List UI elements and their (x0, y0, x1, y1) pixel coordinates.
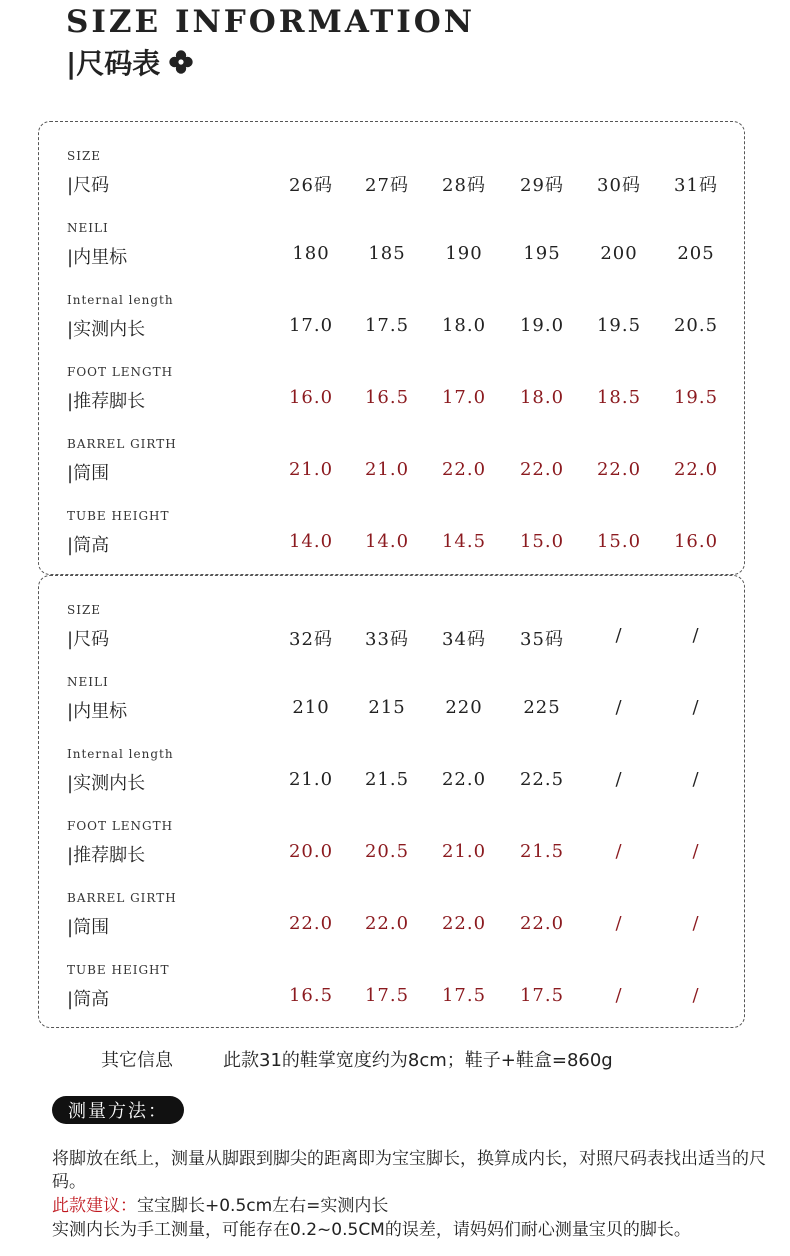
table-cell: 21.0 (441, 841, 487, 862)
table-cell: 17.5 (364, 315, 410, 336)
table-cell: / (692, 625, 700, 646)
table-cell: 22.5 (519, 769, 565, 790)
table-cell: / (692, 913, 700, 934)
row-label-cn: |实测内长 (67, 773, 146, 794)
table-cell: / (692, 985, 700, 1006)
table-cell: 14.5 (441, 531, 487, 552)
table-cell: 17.5 (519, 985, 565, 1006)
table-cell: 19.0 (519, 315, 565, 336)
table-cell: / (692, 697, 700, 718)
row-label-en: NEILI (67, 221, 109, 235)
table-cell: / (692, 769, 700, 790)
row-label-cn: |筒高 (67, 535, 110, 556)
table-cell: 22.0 (596, 459, 642, 480)
suggestion-label: 此款建议： (52, 1196, 137, 1216)
table-row (39, 819, 744, 891)
table-cell: / (615, 697, 623, 718)
table-cell: 22.0 (673, 459, 719, 480)
row-label-cn: |内里标 (67, 701, 128, 722)
other-info-text: 此款31的鞋掌宽度约为8cm；鞋子+鞋盒=860g (223, 1050, 613, 1071)
table-cell: 22.0 (288, 913, 334, 934)
row-label-cn: |尺码 (67, 629, 110, 650)
table-cell: 30码 (597, 175, 641, 196)
table-cell: 180 (292, 243, 330, 264)
measure-instruction: 将脚放在纸上，测量从脚跟到脚尖的距离即为宝宝脚长，换算成内长，对照尺码表找出适当的尺码。 (52, 1149, 766, 1192)
measure-method-pill: 测量方法： (52, 1096, 184, 1124)
table-cell: 21.0 (364, 459, 410, 480)
other-info-label: 其它信息 (101, 1050, 173, 1071)
table-row (39, 747, 744, 819)
table-cell: / (615, 913, 623, 934)
table-cell: 22.0 (364, 913, 410, 934)
table-cell: 21.5 (519, 841, 565, 862)
table-cell: 33码 (365, 629, 409, 650)
row-label-cn: |内里标 (67, 247, 128, 268)
table-row (39, 293, 744, 365)
row-label-en: TUBE HEIGHT (67, 963, 170, 977)
table-cell: / (692, 841, 700, 862)
table-cell: 22.0 (441, 769, 487, 790)
table-cell: 20.5 (673, 315, 719, 336)
table-cell: 34码 (442, 629, 486, 650)
row-label-cn: |筒围 (67, 463, 110, 484)
table-cell: 17.5 (364, 985, 410, 1006)
row-label-en: BARREL GIRTH (67, 437, 177, 451)
row-label-cn: |筒高 (67, 989, 110, 1010)
table-cell: / (615, 841, 623, 862)
table-cell: 21.0 (288, 459, 334, 480)
table-row (39, 891, 744, 963)
table-cell: 18.5 (596, 387, 642, 408)
table-cell: 18.0 (441, 315, 487, 336)
table-cell: 16.5 (364, 387, 410, 408)
table-row (39, 149, 744, 221)
table-cell: / (615, 769, 623, 790)
table-cell: 20.0 (288, 841, 334, 862)
row-label-en: NEILI (67, 675, 109, 689)
table-cell: 22.0 (441, 459, 487, 480)
table-cell: 22.0 (441, 913, 487, 934)
table-row (39, 221, 744, 293)
row-label-cn: |推荐脚长 (67, 391, 146, 412)
row-label-en: Internal length (67, 747, 174, 761)
table-cell: 17.0 (441, 387, 487, 408)
row-label-en: FOOT LENGTH (67, 365, 174, 379)
size-table-1 (38, 121, 745, 575)
measure-error-note: 实测内长为手工测量，可能存在0.2~0.5CM的误差，请妈妈们耐心测量宝贝的脚长。 (52, 1220, 691, 1240)
page-title-en: SIZE INFORMATION (66, 4, 476, 40)
table-cell: 21.5 (364, 769, 410, 790)
table-row (39, 675, 744, 747)
page-title-cn (66, 42, 194, 82)
row-label-en: SIZE (67, 149, 102, 163)
size-table-2 (38, 575, 745, 1028)
suggestion-line (52, 1195, 777, 1218)
table-cell: 16.0 (288, 387, 334, 408)
table-row (39, 603, 744, 675)
row-label-en: FOOT LENGTH (67, 819, 174, 833)
table-cell: 220 (445, 697, 483, 718)
row-label-en: TUBE HEIGHT (67, 509, 170, 523)
table-cell: 225 (523, 697, 561, 718)
row-label-en: BARREL GIRTH (67, 891, 177, 905)
page-title-cn-text: |尺码表 (66, 47, 161, 80)
row-label-cn: |尺码 (67, 175, 110, 196)
row-label-cn: |推荐脚长 (67, 845, 146, 866)
table-cell: 31码 (674, 175, 718, 196)
table-cell: 27码 (365, 175, 409, 196)
table-cell: 26码 (289, 175, 333, 196)
table-cell: 195 (523, 243, 561, 264)
table-cell: 18.0 (519, 387, 565, 408)
table-cell: 15.0 (596, 531, 642, 552)
row-label-en: Internal length (67, 293, 174, 307)
table-cell: 29码 (520, 175, 564, 196)
table-cell: 28码 (442, 175, 486, 196)
table-cell: 14.0 (364, 531, 410, 552)
table-cell: 22.0 (519, 459, 565, 480)
table-cell: 20.5 (364, 841, 410, 862)
table-cell: / (615, 625, 623, 646)
table-cell: 185 (368, 243, 406, 264)
table-cell: 205 (677, 243, 715, 264)
table-cell: 200 (600, 243, 638, 264)
table-cell: 35码 (520, 629, 564, 650)
table-cell: 19.5 (596, 315, 642, 336)
table-cell: 210 (292, 697, 330, 718)
table-cell: 17.0 (288, 315, 334, 336)
row-label-cn: |筒围 (67, 917, 110, 938)
table-cell: 21.0 (288, 769, 334, 790)
table-row (39, 437, 744, 509)
table-cell: 16.5 (288, 985, 334, 1006)
row-label-cn: |实测内长 (67, 319, 146, 340)
table-cell: 215 (368, 697, 406, 718)
table-cell: 15.0 (519, 531, 565, 552)
table-cell: / (615, 985, 623, 1006)
table-cell: 22.0 (519, 913, 565, 934)
table-cell: 17.5 (441, 985, 487, 1006)
flower-icon (168, 49, 194, 75)
table-cell: 190 (445, 243, 483, 264)
table-cell: 16.0 (673, 531, 719, 552)
suggestion-text: 宝宝脚长+0.5cm左右=实测内长 (137, 1196, 389, 1216)
row-label-en: SIZE (67, 603, 102, 617)
table-cell: 19.5 (673, 387, 719, 408)
table-row (39, 963, 744, 1035)
table-row (39, 365, 744, 437)
table-row (39, 509, 744, 581)
table-cell: 32码 (289, 629, 333, 650)
table-cell: 14.0 (288, 531, 334, 552)
